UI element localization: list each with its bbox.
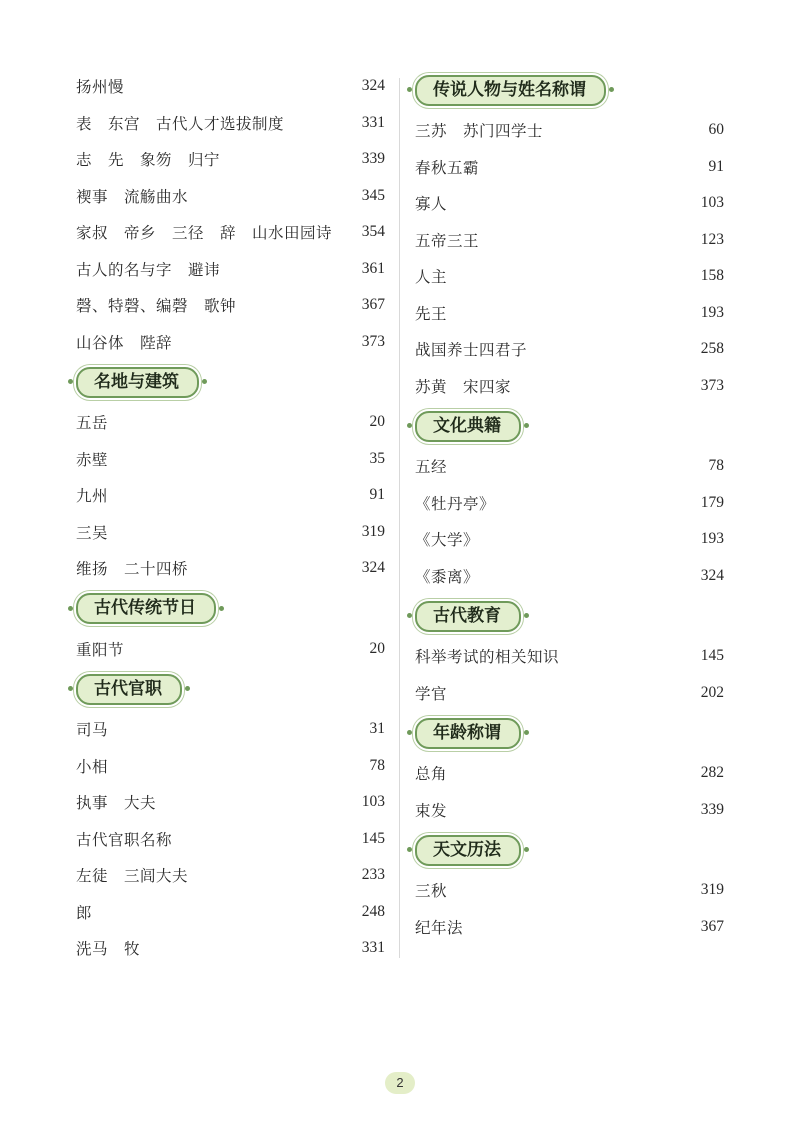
toc-entry-title: 家叔 帝乡 三径 辞 山水田园诗 [76,224,333,243]
toc-entry-page-number: 373 [361,332,385,350]
toc-entry-title: 赤壁 [76,450,109,469]
toc-entry-title: 褉事 流觞曲水 [76,187,189,206]
toc-entry-page-number: 354 [361,223,385,241]
toc-entry-page-number: 158 [700,267,724,285]
section-heading-wrap [415,828,724,872]
toc-entry-page-number: 103 [361,793,385,811]
toc-entry-page-number: 361 [361,259,385,277]
toc-entry[interactable] [415,222,724,259]
toc-entry-page-number: 331 [361,939,385,957]
toc-entry-page-number: 35 [369,449,385,467]
toc-entry-page-number: 31 [369,720,385,738]
toc-entry-title: 寡人 [415,195,448,214]
toc-entry[interactable] [415,331,724,368]
toc-entry-title: 洗马 牧 [76,940,141,959]
toc-entry-title: 古代官职名称 [76,830,173,849]
toc-entry-title: 纪年法 [415,918,464,937]
toc-entry-page-number: 179 [700,493,724,511]
toc-entry-page-number: 103 [700,194,724,212]
toc-entry-title: 表 东宫 古代人才选拔制度 [76,114,285,133]
section-heading-wrap [415,594,724,638]
section-heading: 年龄称谓 [415,718,521,749]
toc-entry-title: 磬、特磬、编磬 歌钟 [76,297,237,316]
toc-entry[interactable] [415,112,724,149]
toc-entry[interactable] [76,441,385,478]
toc-entry[interactable] [415,558,724,595]
section-heading-wrap [415,68,724,112]
toc-entry-page-number: 202 [700,683,724,701]
section-heading-wrap [76,360,385,404]
section-heading: 文化典籍 [415,411,521,442]
toc-entry[interactable] [76,214,385,251]
toc-entry[interactable] [76,631,385,668]
toc-entry[interactable] [76,857,385,894]
toc-entry-page-number: 91 [369,486,385,504]
section-heading: 名地与建筑 [76,367,199,398]
toc-entry-page-number: 145 [361,829,385,847]
toc-entry-title: 左徒 三闾大夫 [76,867,189,886]
toc-entry[interactable] [76,784,385,821]
toc-entry-title: 三秋 [415,882,448,901]
toc-entry-page-number: 319 [361,522,385,540]
toc-entry-title: 重阳节 [76,640,125,659]
toc-entry-page-number: 331 [361,113,385,131]
toc-entry-page-number: 248 [361,902,385,920]
toc-entry-title: 战国养士四君子 [415,341,528,360]
toc-entry[interactable] [76,477,385,514]
toc-entry-page-number: 78 [708,457,724,475]
toc-entry[interactable] [76,68,385,105]
toc-entry[interactable] [76,821,385,858]
toc-entry-page-number: 193 [700,303,724,321]
toc-entry-title: 《牡丹亭》 [415,494,496,513]
section-heading: 古代传统节日 [76,593,216,624]
toc-entry-title: 五岳 [76,414,109,433]
toc-entry-page-number: 258 [700,340,724,358]
toc-entry-page-number: 78 [369,756,385,774]
toc-entry-page-number: 319 [700,881,724,899]
toc-entry-page-number: 367 [700,917,724,935]
section-heading: 古代教育 [415,601,521,632]
toc-entry-title: 五经 [415,458,448,477]
toc-entry[interactable] [76,251,385,288]
section-heading-wrap [76,667,385,711]
toc-entry-page-number: 373 [700,376,724,394]
toc-entry-title: 志 先 象笏 归宁 [76,151,221,170]
toc-entry-title: 五帝三王 [415,231,480,250]
toc-entry[interactable] [415,448,724,485]
toc-entry[interactable] [415,675,724,712]
toc-entry-title: 苏黄 宋四家 [415,377,512,396]
toc-entry[interactable] [76,404,385,441]
section-heading: 传说人物与姓名称谓 [415,75,606,106]
toc-entry-page-number: 345 [361,186,385,204]
toc-entry-page-number: 60 [708,121,724,139]
toc-entry-title: 科举考试的相关知识 [415,648,560,667]
toc-entry-page-number: 339 [361,150,385,168]
toc-entry-page-number: 123 [700,230,724,248]
toc-entry-title: 先王 [415,304,448,323]
section-heading-wrap [76,587,385,631]
toc-entry-page-number: 367 [361,296,385,314]
toc-entry[interactable] [415,755,724,792]
toc-entry[interactable] [76,711,385,748]
toc-right-column [415,68,724,945]
toc-entry[interactable] [415,295,724,332]
column-divider [399,78,400,958]
toc-entry-page-number: 145 [700,647,724,665]
toc-entry-page-number: 91 [708,157,724,175]
toc-entry-title: 小相 [76,757,109,776]
toc-entry[interactable] [415,638,724,675]
toc-entry-page-number: 282 [700,764,724,782]
toc-entry[interactable] [76,930,385,967]
toc-entry-title: 执事 大夫 [76,794,157,813]
toc-entry-title: 维扬 二十四桥 [76,560,189,579]
toc-entry[interactable] [76,894,385,931]
toc-entry-title: 束发 [415,801,448,820]
toc-entry[interactable] [415,149,724,186]
section-heading-wrap [415,404,724,448]
toc-entry[interactable] [415,258,724,295]
toc-entry-title: 三吴 [76,523,109,542]
section-heading: 古代官职 [76,674,182,705]
toc-entry-page-number: 20 [369,639,385,657]
toc-entry-title: 古人的名与字 避讳 [76,260,221,279]
toc-entry-title: 司马 [76,721,109,740]
toc-entry-title: 总角 [415,765,448,784]
toc-entry[interactable] [415,872,724,909]
toc-entry-title: 九州 [76,487,109,506]
toc-entry-page-number: 324 [700,566,724,584]
toc-entry[interactable] [76,141,385,178]
toc-entry[interactable] [415,368,724,405]
toc-entry-page-number: 324 [361,77,385,95]
toc-entry-page-number: 324 [361,559,385,577]
toc-entry[interactable] [76,514,385,551]
toc-entry[interactable] [76,287,385,324]
toc-entry-title: 人主 [415,268,448,287]
toc-entry-page-number: 233 [361,866,385,884]
toc-entry[interactable] [76,324,385,361]
section-heading-wrap [415,711,724,755]
toc-entry[interactable] [415,909,724,946]
toc-entry-title: 郎 [76,903,93,922]
toc-entry-title: 春秋五霸 [415,158,480,177]
toc-entry-title: 学官 [415,684,448,703]
toc-entry-title: 三苏 苏门四学士 [415,122,544,141]
toc-entry[interactable] [76,105,385,142]
toc-entry-page-number: 20 [369,413,385,431]
toc-left-column [76,68,385,967]
toc-entry[interactable] [415,485,724,522]
page-number-badge: 2 [385,1072,415,1094]
toc-entry-page-number: 339 [700,800,724,818]
toc-entry[interactable] [415,521,724,558]
toc-entry[interactable] [76,178,385,215]
toc-entry[interactable] [415,185,724,222]
section-heading: 天文历法 [415,835,521,866]
toc-entry-title: 山谷体 陛辞 [76,333,173,352]
toc-entry-title: 《大学》 [415,531,480,550]
toc-entry-page-number: 193 [700,530,724,548]
toc-entry-title: 《黍离》 [415,567,480,586]
toc-entry[interactable] [76,748,385,785]
toc-entry[interactable] [415,792,724,829]
toc-entry-title: 扬州慢 [76,78,125,97]
toc-entry[interactable] [76,550,385,587]
